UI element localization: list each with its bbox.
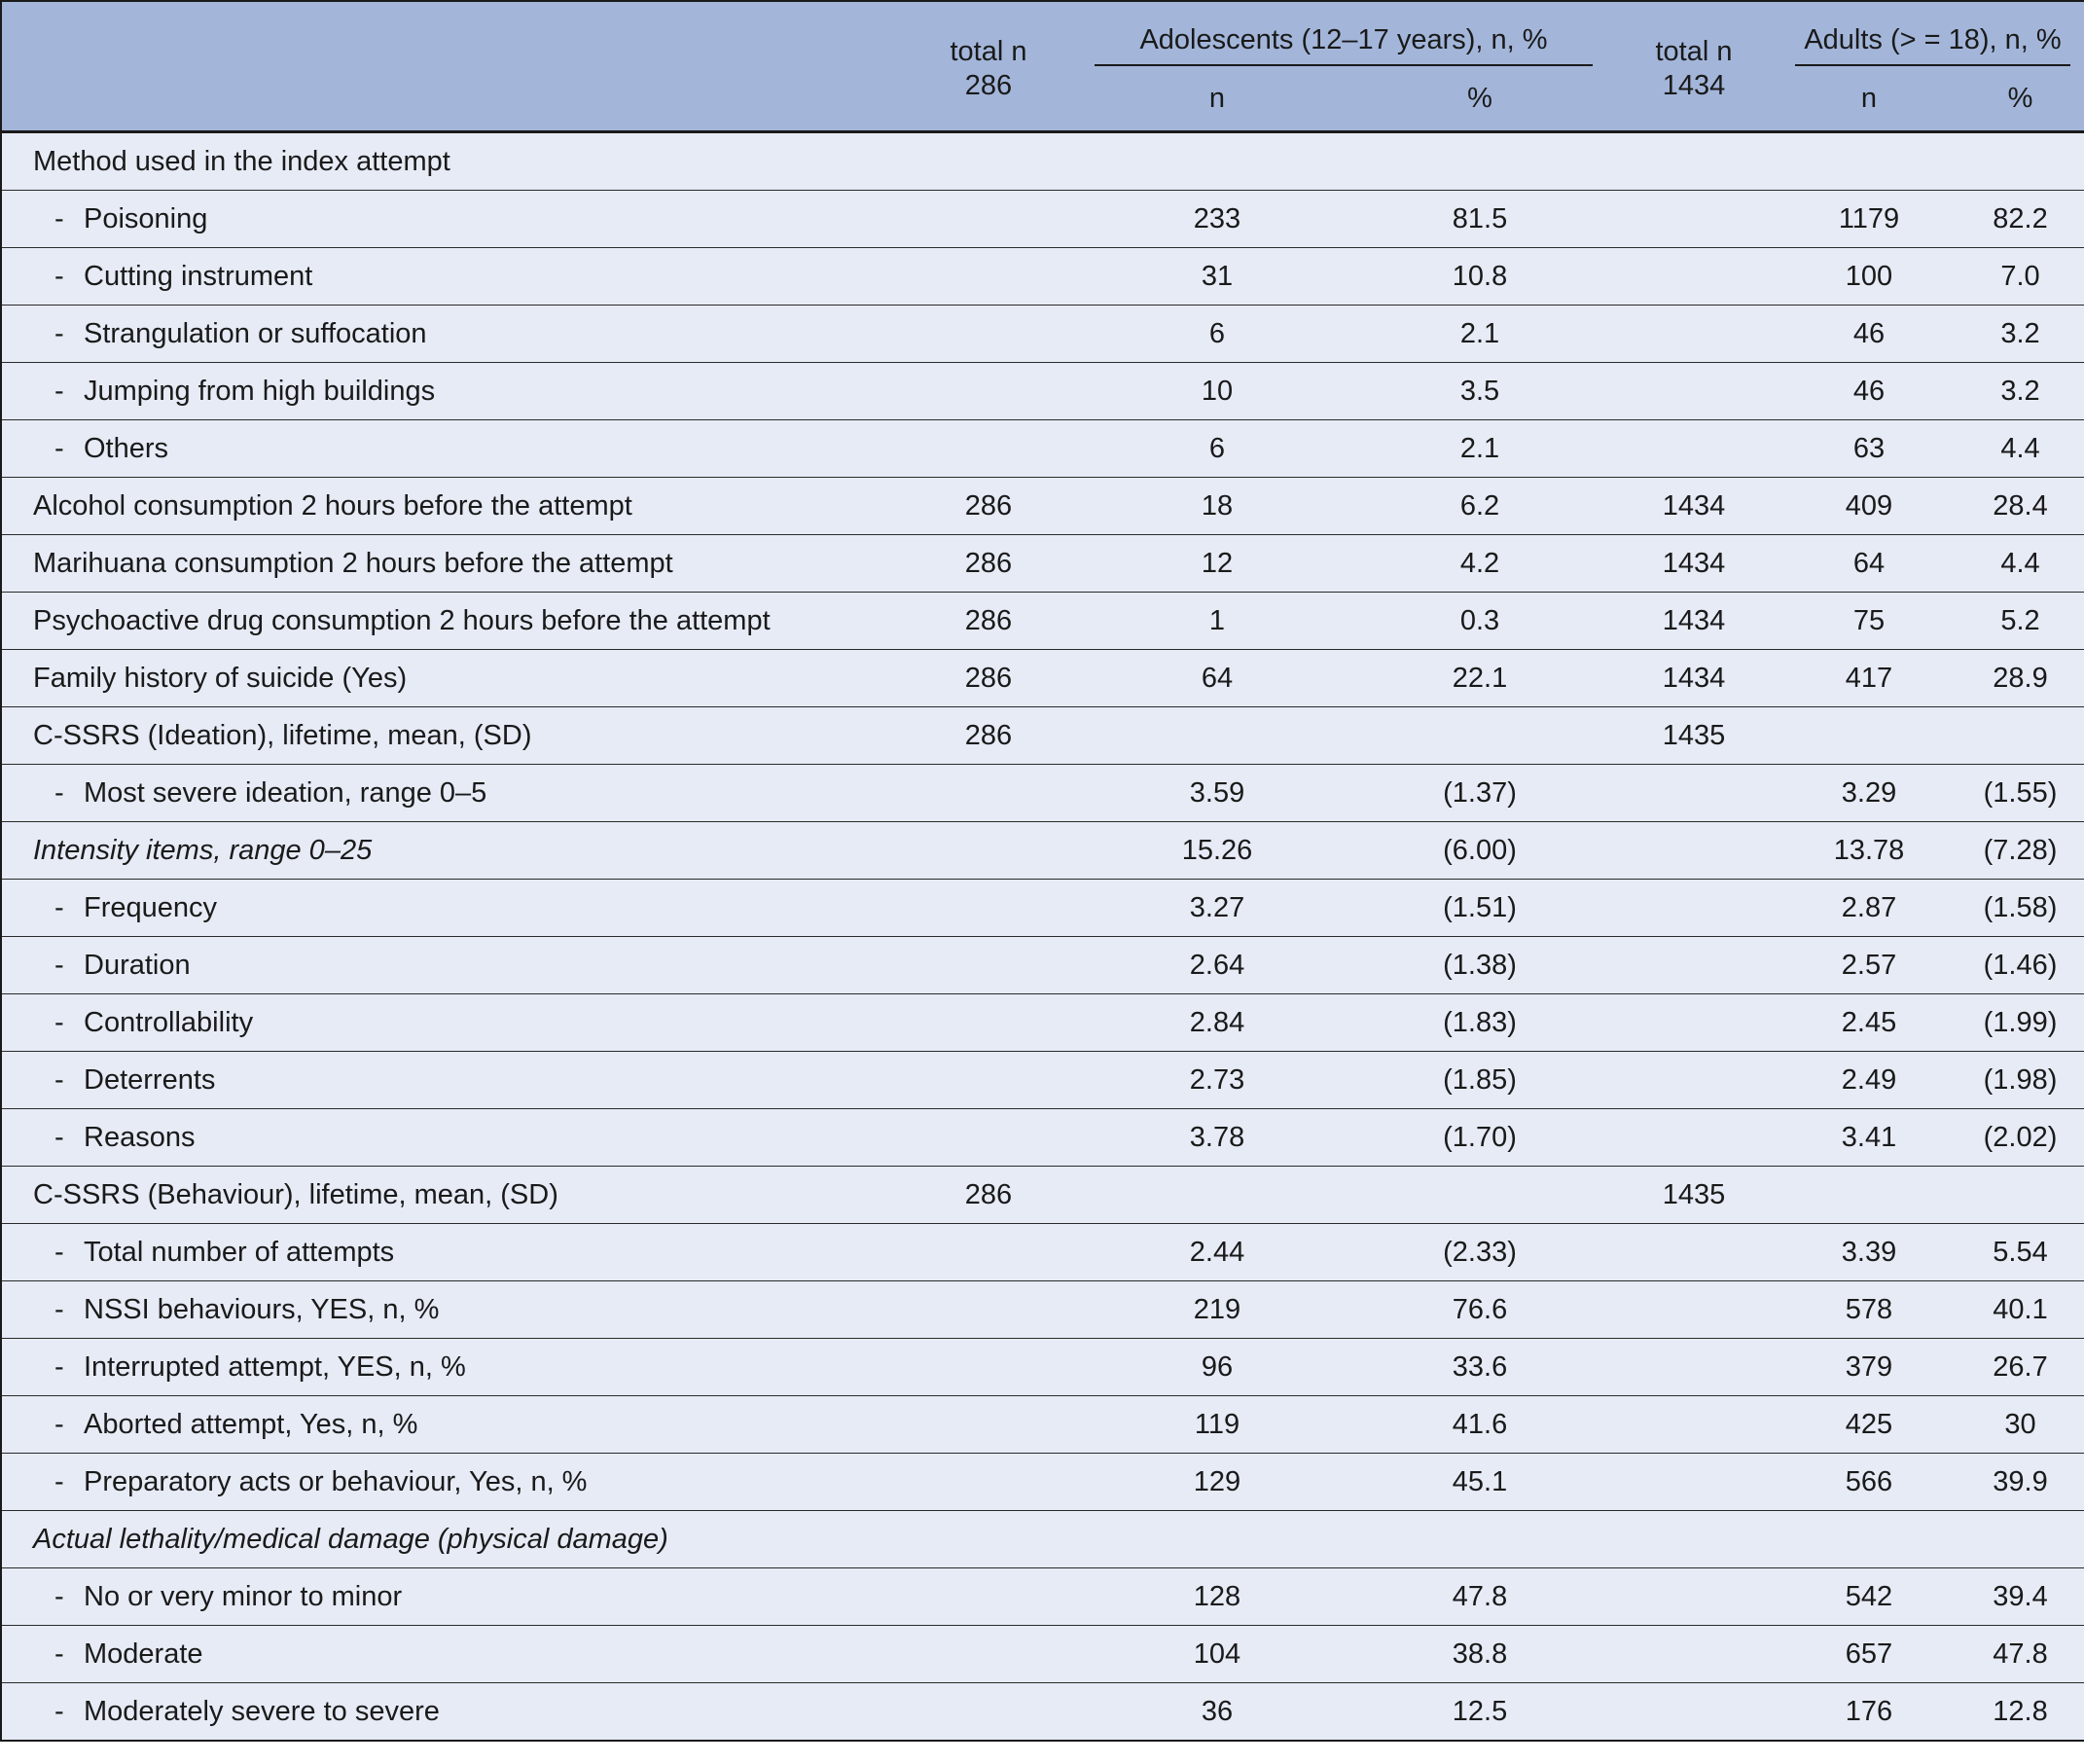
adult-total-cell [1606,1568,1781,1626]
sub-item-label [1,420,896,478]
adult-n-cell: 578 [1781,1281,1957,1339]
table-row [1,1454,2084,1511]
adult-total-cell: 1434 [1606,478,1781,535]
adult-pct-cell: (1.58) [1957,880,2084,937]
adult-total-header [1606,1,1781,132]
sub-item-label [1,1626,896,1683]
adult-total-cell [1606,1683,1781,1742]
adolescent-n-cell: 3.59 [1081,765,1353,822]
row-label [1,593,896,650]
adult-n-cell: 409 [1781,478,1957,535]
adolescents-group-header [1081,1,1606,66]
sub-item-label [1,1052,896,1109]
table-row [1,363,2084,420]
adolescent-total-cell [896,1683,1081,1742]
adult-total-cell [1606,363,1781,420]
row-label-text: Preparatory acts or behaviour, Yes, n, % [84,1465,588,1497]
adult-pct-cell: 30 [1957,1396,2084,1454]
adolescent-total-cell [896,1281,1081,1339]
row-label-text: C-SSRS (Behaviour), lifetime, mean, (SD) [33,1178,558,1210]
row-label-text: Deterrents [84,1063,216,1096]
adult-n-cell: 2.57 [1781,937,1957,994]
adult-total-cell [1606,822,1781,880]
adolescent-n-cell: 119 [1081,1396,1353,1454]
row-label [1,478,896,535]
row-label-text: Poisoning [84,202,208,234]
adolescent-pct-cell: 33.6 [1353,1339,1606,1396]
adult-pct-cell: (1.99) [1957,994,2084,1052]
adolescent-pct-cell: 12.5 [1353,1683,1606,1742]
adult-pct-cell: 4.4 [1957,535,2084,593]
adolescent-pct-cell: 81.5 [1353,191,1606,248]
table-row [1,306,2084,363]
sub-item-label [1,1454,896,1511]
adolescent-total-cell [896,1339,1081,1396]
bullet-dash: - [54,949,64,981]
adult-n-cell: 2.49 [1781,1052,1957,1109]
adolescent-n-cell: 128 [1081,1568,1353,1626]
adult-total-cell [1606,1109,1781,1167]
adolescent-pct-cell: (1.38) [1353,937,1606,994]
table-header [1,1,2084,132]
sub-item-label [1,306,896,363]
adolescent-total-cell [896,880,1081,937]
adolescent-n-cell: 2.64 [1081,937,1353,994]
adolescent-pct-cell: 22.1 [1353,650,1606,707]
adolescent-pct-cell: 76.6 [1353,1281,1606,1339]
adolescent-total-cell [896,822,1081,880]
table-body [1,132,2084,1742]
adult-total-cell [1606,306,1781,363]
sub-item-label [1,937,896,994]
row-label-text: Moderately severe to severe [84,1695,440,1727]
adult-total-cell [1606,765,1781,822]
bullet-dash: - [54,1063,64,1096]
bullet-dash: - [54,1121,64,1153]
adult-pct-cell [1957,1511,2084,1568]
adult-n-cell: 425 [1781,1396,1957,1454]
bullet-dash: - [54,202,64,234]
adolescent-total-cell [896,363,1081,420]
adolescent-pct-cell: 2.1 [1353,306,1606,363]
bullet-dash: - [54,432,64,464]
adolescent-total-value: 286 [964,70,1013,101]
adolescent-n-cell [1081,1511,1353,1568]
table-row [1,478,2084,535]
adolescent-pct-cell: 38.8 [1353,1626,1606,1683]
sub-item-label [1,1396,896,1454]
adult-total-cell [1606,1052,1781,1109]
total-n-label: total n [950,36,1027,68]
adult-n-cell [1781,1167,1957,1224]
adult-pct-cell: 3.2 [1957,363,2084,420]
adolescent-pct-cell: 47.8 [1353,1568,1606,1626]
adolescents-group-label: Adolescents (12–17 years), n, % [1095,25,1593,66]
sub-item-label [1,1339,896,1396]
adult-pct-cell: 82.2 [1957,191,2084,248]
row-label-text: NSSI behaviours, YES, n, % [84,1293,440,1325]
adult-pct-cell: (1.98) [1957,1052,2084,1109]
sub-item-label [1,1224,896,1281]
adolescent-total-cell: 286 [896,478,1081,535]
adolescent-total-cell [896,1454,1081,1511]
adult-total-cell [1606,248,1781,306]
row-label-text: Others [84,432,169,464]
bullet-dash: - [54,317,64,349]
table-row [1,248,2084,306]
bullet-dash: - [54,375,64,407]
adult-total-cell [1606,132,1781,191]
row-label-text: Jumping from high buildings [84,375,436,407]
table-row [1,132,2084,191]
adult-n-cell: 2.45 [1781,994,1957,1052]
adolescent-total-cell [896,1109,1081,1167]
bullet-dash: - [54,1350,64,1383]
row-label [1,132,896,191]
adult-n-cell [1781,707,1957,765]
row-label [1,650,896,707]
row-label [1,535,896,593]
table-row [1,1626,2084,1683]
adult-pct-cell: 5.2 [1957,593,2084,650]
table-row [1,1339,2084,1396]
adult-n-cell: 379 [1781,1339,1957,1396]
bullet-dash: - [54,260,64,292]
adult-total-cell [1606,1454,1781,1511]
adult-n-cell [1781,1511,1957,1568]
adult-total-cell [1606,1396,1781,1454]
adolescent-total-cell [896,420,1081,478]
adolescent-n-cell: 1 [1081,593,1353,650]
adolescent-total-cell [896,132,1081,191]
adult-n-cell: 176 [1781,1683,1957,1742]
table-row [1,1052,2084,1109]
adolescent-pct-cell: (1.85) [1353,1052,1606,1109]
adult-n-cell: 542 [1781,1568,1957,1626]
adult-n-cell [1781,132,1957,191]
row-label-text: Most severe ideation, range 0–5 [84,776,487,809]
adolescent-total-cell [896,1052,1081,1109]
adolescent-pct-cell: 45.1 [1353,1454,1606,1511]
header-label-cell [1,1,896,132]
sub-item-label [1,1109,896,1167]
row-label-text: Alcohol consumption 2 hours before the attempt [33,489,632,522]
sub-item-label [1,1281,896,1339]
table-row [1,650,2084,707]
adolescent-total-cell [896,765,1081,822]
adolescent-n-cell: 129 [1081,1454,1353,1511]
adolescent-n-cell: 36 [1081,1683,1353,1742]
adolescent-pct-cell: (1.83) [1353,994,1606,1052]
adolescent-n-cell [1081,132,1353,191]
adult-n-cell: 657 [1781,1626,1957,1683]
table-row [1,1281,2084,1339]
adolescent-pct-header: % [1353,66,1606,132]
adult-n-cell: 100 [1781,248,1957,306]
row-label [1,1167,896,1224]
row-label-text: Controllability [84,1006,254,1038]
adult-total-cell [1606,937,1781,994]
adolescent-n-header: n [1081,66,1353,132]
adolescent-n-cell: 64 [1081,650,1353,707]
adult-n-cell: 75 [1781,593,1957,650]
adolescent-total-cell: 286 [896,535,1081,593]
bullet-dash: - [54,1006,64,1038]
adult-total-cell [1606,1511,1781,1568]
adolescent-n-cell [1081,1167,1353,1224]
adolescent-n-cell: 18 [1081,478,1353,535]
table-row [1,1683,2084,1742]
table-row [1,1511,2084,1568]
table-row [1,420,2084,478]
adolescent-n-cell: 104 [1081,1626,1353,1683]
adolescent-total-cell: 286 [896,1167,1081,1224]
adult-pct-cell: (2.02) [1957,1109,2084,1167]
adult-n-cell: 417 [1781,650,1957,707]
adolescent-total-cell [896,1224,1081,1281]
adolescent-total-cell [896,191,1081,248]
row-label-text: Total number of attempts [84,1236,395,1268]
sub-item-label [1,994,896,1052]
adolescent-n-cell: 2.84 [1081,994,1353,1052]
table-row [1,535,2084,593]
row-label-text: Intensity items, range 0–25 [33,834,373,866]
table-row [1,880,2084,937]
table-row [1,765,2084,822]
row-label-text: Aborted attempt, Yes, n, % [84,1408,418,1440]
adolescent-n-cell: 2.73 [1081,1052,1353,1109]
adult-pct-cell: (1.55) [1957,765,2084,822]
adolescent-pct-cell: 6.2 [1353,478,1606,535]
adult-n-cell: 3.39 [1781,1224,1957,1281]
adolescent-n-cell [1081,707,1353,765]
adult-total-cell [1606,191,1781,248]
adolescent-n-cell: 6 [1081,306,1353,363]
table-row [1,1224,2084,1281]
adult-pct-cell: 26.7 [1957,1339,2084,1396]
adolescent-pct-cell: (6.00) [1353,822,1606,880]
adolescent-total-cell [896,1396,1081,1454]
adolescent-pct-cell: (2.33) [1353,1224,1606,1281]
adult-pct-cell: 7.0 [1957,248,2084,306]
adolescent-total-cell [896,1568,1081,1626]
adult-pct-cell: 4.4 [1957,420,2084,478]
adolescent-pct-cell [1353,1511,1606,1568]
adolescent-n-cell: 12 [1081,535,1353,593]
table-row [1,994,2084,1052]
adult-pct-cell: 40.1 [1957,1281,2084,1339]
adult-total-cell: 1435 [1606,1167,1781,1224]
adolescent-total-cell [896,306,1081,363]
sub-item-label [1,191,896,248]
row-label-text: Reasons [84,1121,196,1153]
table-row [1,937,2084,994]
adolescent-pct-cell: (1.37) [1353,765,1606,822]
adolescent-n-cell: 15.26 [1081,822,1353,880]
adolescent-pct-cell [1353,1167,1606,1224]
adult-n-cell: 46 [1781,363,1957,420]
adult-n-cell: 46 [1781,306,1957,363]
adolescent-n-cell: 3.27 [1081,880,1353,937]
adult-total-value: 1434 [1662,70,1726,101]
bullet-dash: - [54,891,64,923]
adult-pct-cell: (7.28) [1957,822,2084,880]
adult-total-cell [1606,880,1781,937]
adult-pct-cell: (1.46) [1957,937,2084,994]
adolescent-pct-cell: 4.2 [1353,535,1606,593]
adolescent-n-cell: 10 [1081,363,1353,420]
table-row [1,1109,2084,1167]
adolescent-pct-cell: (1.51) [1353,880,1606,937]
bullet-dash: - [54,1408,64,1440]
adult-pct-cell: 39.4 [1957,1568,2084,1626]
adult-total-cell [1606,420,1781,478]
sub-item-label [1,1683,896,1742]
row-label-text: Strangulation or suffocation [84,317,427,349]
row-label-text: Actual lethality/medical damage (physical damage) [33,1523,668,1555]
sub-item-label [1,765,896,822]
bullet-dash: - [54,1236,64,1268]
adult-pct-cell: 28.9 [1957,650,2084,707]
adolescent-total-cell [896,1511,1081,1568]
adult-n-header: n [1781,66,1957,132]
adolescent-n-cell: 233 [1081,191,1353,248]
adult-pct-cell: 12.8 [1957,1683,2084,1742]
bullet-dash: - [54,1695,64,1727]
adolescent-total-header [896,1,1081,132]
sub-item-label [1,248,896,306]
adolescent-pct-cell [1353,707,1606,765]
adolescent-pct-cell: (1.70) [1353,1109,1606,1167]
adolescent-pct-cell: 3.5 [1353,363,1606,420]
adult-total-cell: 1434 [1606,535,1781,593]
table-row [1,191,2084,248]
table-row [1,707,2084,765]
adolescent-n-cell: 3.78 [1081,1109,1353,1167]
adult-total-cell [1606,1626,1781,1683]
row-label-text: Marihuana consumption 2 hours before the attempt [33,547,673,579]
total-n-label: total n [1655,36,1733,68]
adult-pct-cell: 5.54 [1957,1224,2084,1281]
bullet-dash: - [54,1293,64,1325]
adult-n-cell: 2.87 [1781,880,1957,937]
row-label [1,1511,896,1568]
table-row [1,822,2084,880]
row-label-text: Frequency [84,891,218,923]
adult-n-cell: 566 [1781,1454,1957,1511]
adult-total-cell [1606,1281,1781,1339]
adolescent-total-cell: 286 [896,593,1081,650]
table-row [1,593,2084,650]
sub-item-label [1,880,896,937]
bullet-dash: - [54,1638,64,1670]
adolescent-total-cell: 286 [896,707,1081,765]
adolescent-n-cell: 2.44 [1081,1224,1353,1281]
adolescent-n-cell: 219 [1081,1281,1353,1339]
row-label-text: Cutting instrument [84,260,313,292]
adult-pct-cell: 39.9 [1957,1454,2084,1511]
adolescent-n-cell: 6 [1081,420,1353,478]
row-label-text: Family history of suicide (Yes) [33,662,408,694]
adult-n-cell: 64 [1781,535,1957,593]
row-label-text: No or very minor to minor [84,1580,403,1612]
adolescent-pct-cell: 10.8 [1353,248,1606,306]
row-label-text: Duration [84,949,191,981]
bullet-dash: - [54,776,64,809]
row-label [1,822,896,880]
adolescent-pct-cell: 0.3 [1353,593,1606,650]
adolescent-pct-cell: 2.1 [1353,420,1606,478]
adolescent-total-cell [896,248,1081,306]
adult-pct-cell [1957,707,2084,765]
adolescent-total-cell: 286 [896,650,1081,707]
adult-pct-cell [1957,132,2084,191]
table-row [1,1568,2084,1626]
adult-pct-cell: 28.4 [1957,478,2084,535]
row-label-text: Psychoactive drug consumption 2 hours before the attempt [33,604,771,636]
adult-n-cell: 1179 [1781,191,1957,248]
adult-pct-cell: 47.8 [1957,1626,2084,1683]
adolescent-total-cell [896,994,1081,1052]
row-label-text: Method used in the index attempt [33,145,450,177]
adolescent-total-cell [896,1626,1081,1683]
adult-total-cell: 1434 [1606,593,1781,650]
adult-pct-cell: 3.2 [1957,306,2084,363]
adolescent-pct-cell: 41.6 [1353,1396,1606,1454]
adult-n-cell: 3.29 [1781,765,1957,822]
adult-total-cell [1606,1339,1781,1396]
adult-n-cell: 3.41 [1781,1109,1957,1167]
bullet-dash: - [54,1465,64,1497]
bullet-dash: - [54,1580,64,1612]
adult-pct-header: % [1957,66,2084,132]
adolescent-total-cell [896,937,1081,994]
adult-total-cell: 1435 [1606,707,1781,765]
adolescent-n-cell: 31 [1081,248,1353,306]
adult-n-cell: 63 [1781,420,1957,478]
table-row [1,1396,2084,1454]
row-label-text: C-SSRS (Ideation), lifetime, mean, (SD) [33,719,532,751]
adolescent-n-cell: 96 [1081,1339,1353,1396]
table-row [1,1167,2084,1224]
header-row-top [1,1,2084,66]
adult-total-cell [1606,994,1781,1052]
adolescent-pct-cell [1353,132,1606,191]
row-label [1,707,896,765]
adult-total-cell [1606,1224,1781,1281]
adult-total-cell: 1434 [1606,650,1781,707]
adult-pct-cell [1957,1167,2084,1224]
adults-group-header [1781,1,2084,66]
adults-group-label: Adults (> = 18), n, % [1795,25,2070,66]
adult-n-cell: 13.78 [1781,822,1957,880]
row-label-text: Moderate [84,1638,203,1670]
row-label-text: Interrupted attempt, YES, n, % [84,1350,466,1383]
sub-item-label [1,1568,896,1626]
sub-item-label [1,363,896,420]
